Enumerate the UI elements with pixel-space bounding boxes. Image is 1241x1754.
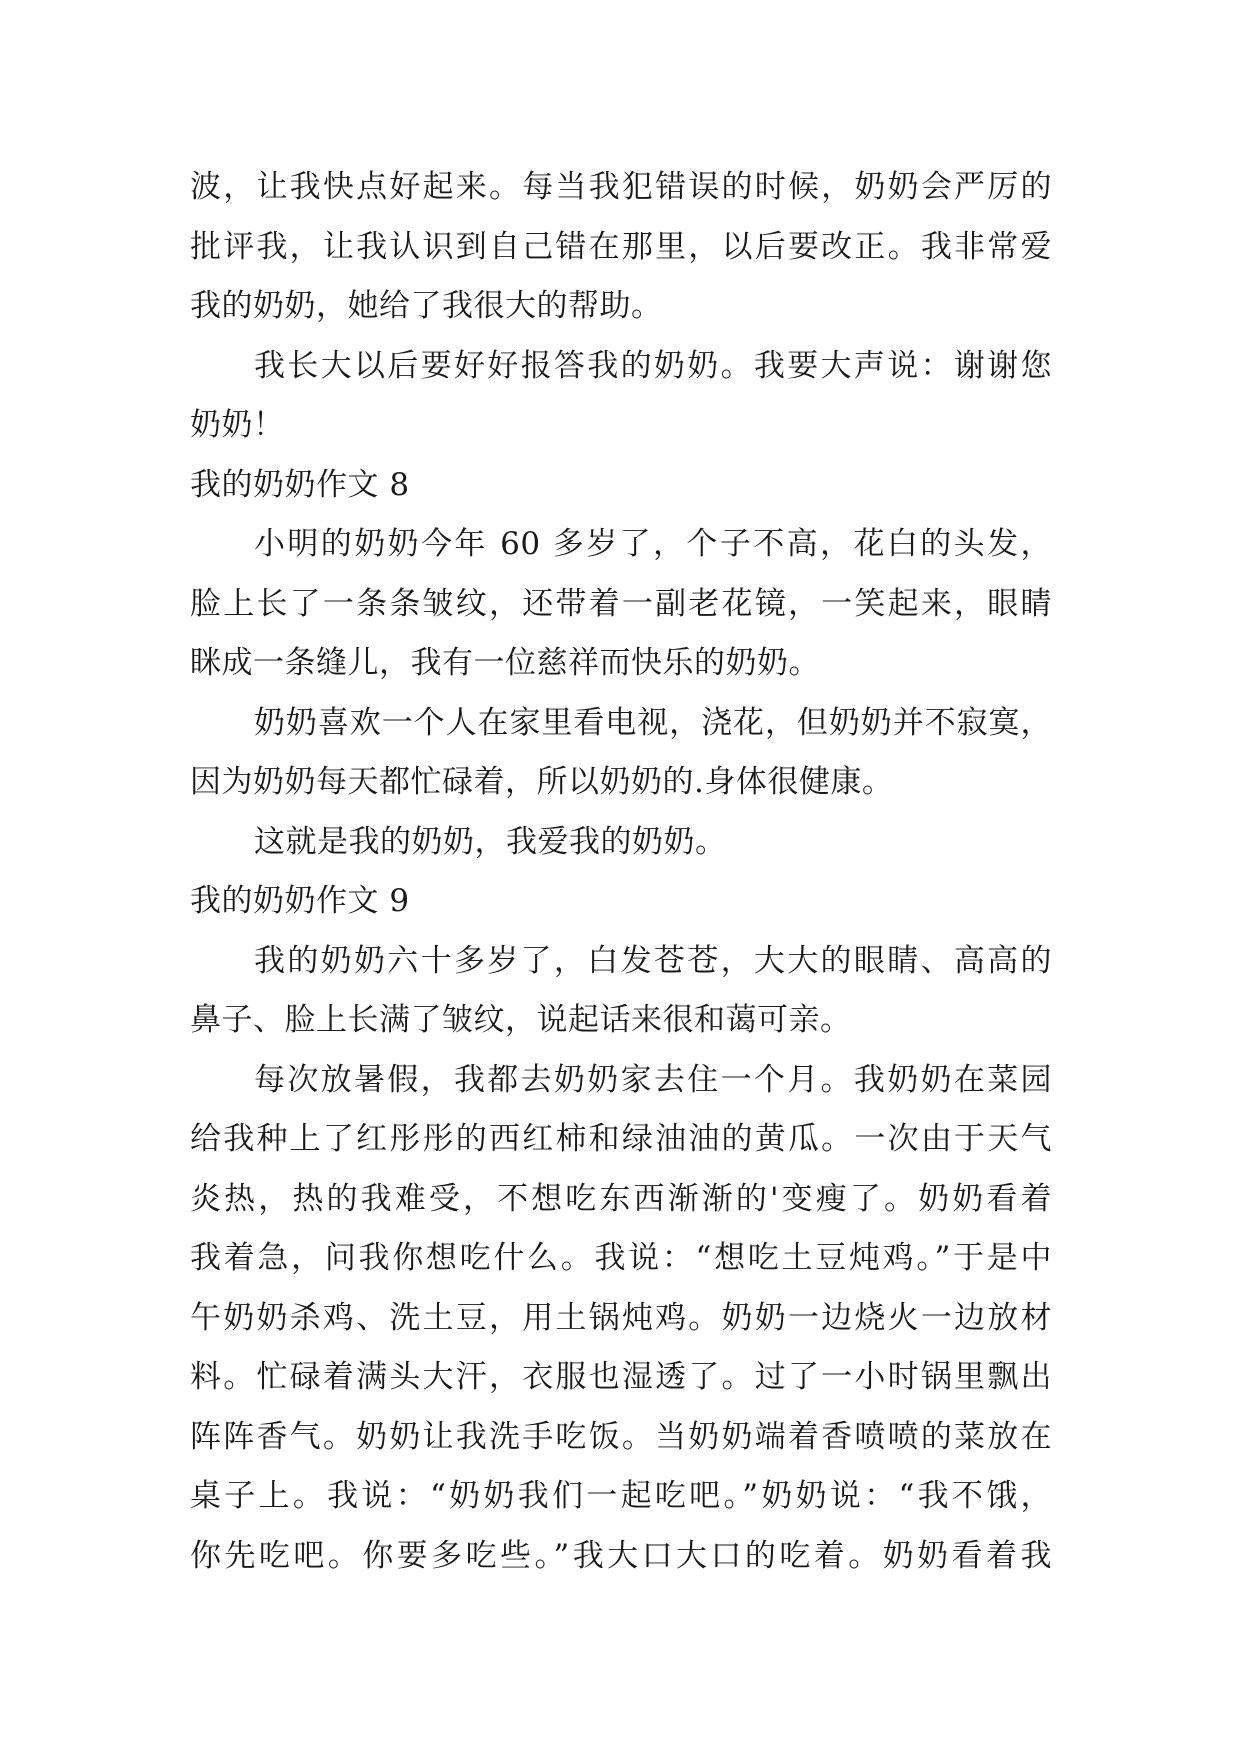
text-line: 奶奶！ bbox=[190, 407, 285, 443]
text-line: 这就是我的奶奶，我爱我的奶奶。 bbox=[254, 823, 727, 860]
text-line: 波，让我快点好起来。每当我犯错误的时候，奶奶会严厉的 bbox=[190, 169, 1052, 205]
text-line: 我的奶奶，她给了我很大的帮助。 bbox=[190, 288, 663, 324]
text-line: 你先吃吧。你要多吃些。”我大口大口的吃着。奶奶看着我 bbox=[190, 1537, 1052, 1574]
text-line: 给我种上了红彤彤的西红柿和绿油油的黄瓜。一次由于天气 bbox=[190, 1121, 1052, 1157]
text-line: 阵阵香气。奶奶让我洗手吃饭。当奶奶端着香喷喷的菜放在 bbox=[190, 1418, 1052, 1455]
text-line: 炎热，热的我难受，不想吃东西渐渐的'变瘦了。奶奶看着 bbox=[190, 1180, 1052, 1217]
text-line: 奶奶喜欢一个人在家里看电视，浇花，但奶奶并不寂寞， bbox=[254, 704, 1052, 741]
text-line: 桌子上。我说：“奶奶我们一起吃吧。”奶奶说：“我不饿， bbox=[190, 1478, 1052, 1514]
text-line: 每次放暑假，我都去奶奶家去住一个月。我奶奶在菜园 bbox=[254, 1061, 1052, 1098]
text-line: 因为奶奶每天都忙碌着，所以奶奶的.身体很健康。 bbox=[190, 764, 894, 800]
text-line: 料。忙碌着满头大汗，衣服也湿透了。过了一小时锅里飘出 bbox=[190, 1359, 1052, 1395]
text-line: 我的奶奶六十多岁了，白发苍苍，大大的眼睛、高高的 bbox=[254, 942, 1052, 979]
text-line: 脸上长了一条条皱纹，还带着一副老花镜，一笑起来，眼睛 bbox=[190, 585, 1052, 622]
document-page bbox=[190, 158, 1052, 1586]
text-line: 鼻子、脸上长满了皱纹，说起话来很和蔼可亲。 bbox=[190, 1002, 852, 1038]
text-line: 我长大以后要好好报答我的奶奶。我要大声说：谢谢您 bbox=[254, 347, 1052, 384]
text-line: 我着急，问我你想吃什么。我说：“想吃土豆炖鸡。”于是中 bbox=[190, 1240, 1052, 1276]
text-line: 午奶奶杀鸡、洗土豆，用土锅炖鸡。奶奶一边烧火一边放材 bbox=[190, 1299, 1052, 1336]
text-line: 小明的奶奶今年 60 多岁了，个子不高，花白的头发， bbox=[254, 526, 1052, 562]
text-line: 我的奶奶作文 9 bbox=[190, 883, 410, 919]
text-line: 我的奶奶作文 8 bbox=[190, 466, 410, 503]
text-line: 眯成一条缝儿，我有一位慈祥而快乐的奶奶。 bbox=[190, 645, 820, 681]
text-line: 批评我，让我认识到自己错在那里，以后要改正。我非常爱 bbox=[190, 228, 1052, 265]
